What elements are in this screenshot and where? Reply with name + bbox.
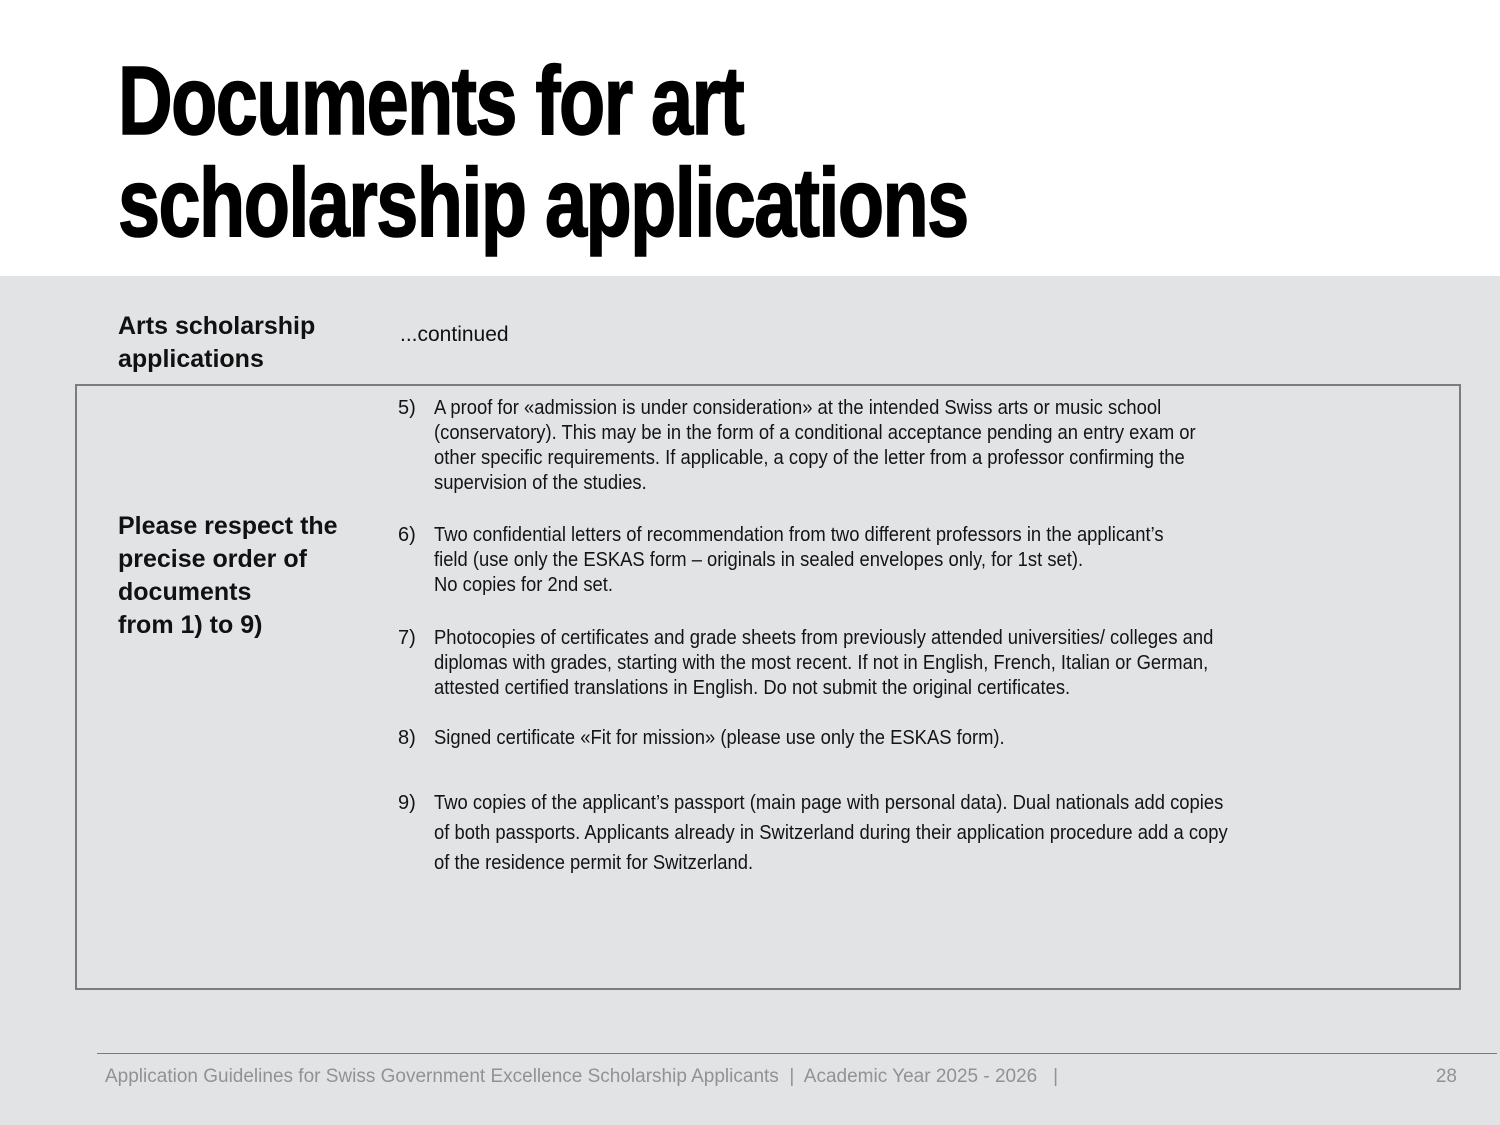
page-number: 28: [1435, 1066, 1457, 1087]
order-note: [118, 510, 338, 642]
continued-label: ...continued: [400, 323, 509, 346]
page-title: [118, 46, 968, 257]
item-number: 8): [398, 727, 416, 749]
item-text: [434, 726, 1054, 751]
footer: [105, 1066, 1457, 1088]
item-line: diplomas with grades, starting with the most recent. If not in English, French, Italian or German,: [434, 652, 1209, 674]
item-line: field (use only the ESKAS form – originals in sealed envelopes only, for 1st set).: [434, 549, 1084, 571]
list-item-9: [398, 788, 1297, 878]
footer-text: Application Guidelines for Swiss Government Excellence Scholarship Applicants | Academic Year 2025 - 2026 |: [105, 1066, 1059, 1087]
item-text: [434, 626, 1281, 701]
item-number: 5): [398, 397, 416, 419]
item-line: supervision of the studies.: [434, 472, 647, 494]
item-line: other specific requirements. If applicable, a copy of the letter from a professor confirming the: [434, 447, 1185, 469]
item-number: 9): [398, 792, 416, 814]
section-heading-line1: Arts scholarship: [118, 312, 316, 340]
item-number: 7): [398, 627, 416, 649]
item-text: [434, 523, 1227, 598]
list-item-7: [398, 626, 1281, 701]
item-line: of both passports. Applicants already in Switzerland during their application procedure add a copy: [434, 822, 1228, 844]
order-note-line: Please respect the: [118, 512, 338, 540]
item-line: No copies for 2nd set.: [434, 574, 613, 596]
footer-divider: [97, 1053, 1497, 1054]
list-item-6: [398, 523, 1227, 598]
section-heading-line2: applications: [118, 345, 264, 373]
item-line: of the residence permit for Switzerland.: [434, 852, 754, 874]
list-item-5: [398, 396, 1262, 496]
section-heading: [118, 310, 315, 376]
item-line: attested certified translations in English. Do not submit the original certificates.: [434, 677, 1071, 699]
item-text: [434, 396, 1262, 496]
item-number: 6): [398, 524, 416, 546]
page-title-line2: scholarship applications: [118, 148, 968, 257]
list-item-8: [398, 726, 1054, 751]
item-line: Two copies of the applicant’s passport (main page with personal data). Dual nationals add copies: [434, 792, 1224, 814]
order-note-line: documents: [118, 578, 252, 606]
page-title-line1: Documents for art: [118, 46, 744, 155]
item-line: A proof for «admission is under consideration» at the intended Swiss arts or music school: [434, 397, 1162, 419]
order-note-line: precise order of: [118, 545, 307, 573]
item-text: [434, 788, 1297, 878]
item-line: Signed certificate «Fit for mission» (please use only the ESKAS form).: [434, 727, 1005, 749]
order-note-line: from 1) to 9): [118, 611, 263, 639]
item-line: Photocopies of certificates and grade sheets from previously attended universities/ colleges and: [434, 627, 1214, 649]
item-line: Two confidential letters of recommendation from two different professors in the applicant’s: [434, 524, 1164, 546]
item-line: (conservatory). This may be in the form of a conditional acceptance pending an entry exam or: [434, 422, 1196, 444]
